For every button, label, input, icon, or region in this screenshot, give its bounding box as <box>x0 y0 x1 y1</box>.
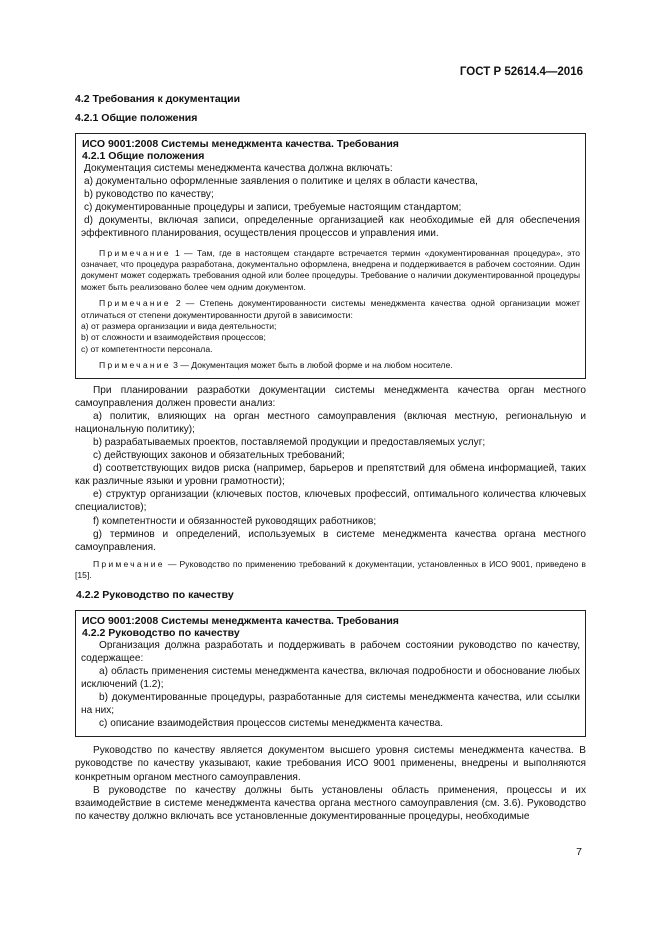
page-number: 7 <box>576 846 582 858</box>
box-subtitle: 4.2.2 Руководство по качеству <box>82 626 240 639</box>
note-2 <box>81 298 580 321</box>
box-line: a) область применения системы менеджмента качества, включая подробности и обоснование любых исключений (1.2); <box>81 665 580 690</box>
iso-quote-box-4-2-1 <box>75 133 586 379</box>
body-paragraph: В руководстве по качеству должны быть установлены область применения, процессы и их взаимодействие в системе менеджмента качества органа местного самоуправления (см. 3.6). Руководство по качеству должно включать все установленные документированные процедуры, необходимые <box>75 784 586 822</box>
box-line: b) документированные процедуры, разработанные для системы менеджмента качества, или ссылки на них; <box>81 692 580 717</box>
note-text: 2 — Степень документированности системы менеджмента качества одной организации может отличаться от степени документированности другой в зависимости: <box>81 298 580 320</box>
section-4-2-2-title: 4.2.2 Руководство по качеству <box>76 588 234 601</box>
list-item: a) политик, влияющих на орган местного самоуправления (включая местную, региональную и национальную политику); <box>75 410 586 435</box>
iso-quote-box-4-2-2 <box>75 610 586 738</box>
box-title: ИСО 9001:2008 Системы менеджмента качества. Требования <box>82 138 399 150</box>
note-label: Примечание <box>99 247 171 258</box>
note-label: Примечание <box>99 298 171 309</box>
list-item: c) действующих законов и обязательных требований; <box>93 450 345 462</box>
box-line: Документация системы менеджмента качества должна включать: <box>84 163 393 174</box>
note-text: 3 — Документация может быть в любой форме и на любом носителе. <box>170 360 453 371</box>
section-4-2-title: 4.2 Требования к документации <box>75 93 241 105</box>
box-line: b) руководство по качеству; <box>84 189 214 201</box>
document-code: ГОСТ Р 52614.4—2016 <box>459 66 583 78</box>
box-line: a) документально оформленные заявления о политике и целях в области качества, <box>84 176 478 188</box>
list-item: e) структур организации (ключевых постов, ключевых профессий, оптимального количества ключевых специалистов); <box>75 489 586 514</box>
box-title: ИСО 9001:2008 Системы менеджмента качества. Требования <box>82 614 399 627</box>
note-2-item: b) от сложности и взаимодействия процессов; <box>81 332 266 343</box>
body-note <box>75 559 586 582</box>
note-label: Примечание <box>99 360 171 371</box>
section-4-2-1-title: 4.2.1 Общие положения <box>75 112 198 124</box>
box-line: d) документы, включая записи, определенные организацией как необходимые ей для обеспечения эффективного планирования, осуществления процессов и управления ими. <box>81 215 580 240</box>
body-paragraph: Руководство по качеству является документом высшего уровня системы менеджмента качества. В руководстве по качеству указывают, какие требования ИСО 9001 применены, внедрены и выполняются конкретным органом местного самоуправления. <box>75 745 586 783</box>
body-intro: При планировании разработки документации системы менеджмента качества орган местного самоуправления должен провести анализ: <box>75 384 586 409</box>
box-subtitle: 4.2.1 Общие положения <box>82 150 205 162</box>
box-line: Организация должна разработать и поддерживать в рабочем состоянии руководство по качеству, содержащее: <box>81 639 580 664</box>
list-item: f) компетентности и обязанностей руководящих работников; <box>93 515 377 527</box>
box-line: c) документированные процедуры и записи, требуемые настоящим стандартом; <box>84 202 462 214</box>
note-1 <box>81 248 580 294</box>
note-2-item: c) от компетентности персонала. <box>81 343 213 354</box>
note-text: 1 — Там, где в настоящем стандарте встречается термин «документированная процедура», это означает, что процедура разработана, документально оформлена, внедрена и поддерживается в рабочем состоянии. Один документ может содержать требования одной или более процедуры. Требование о наличии документированной процедуры может быть реализовано более чем одним документом. <box>81 247 580 292</box>
list-item: g) терминов и определений, используемых в системе менеджмента качества органа местного самоуправления. <box>75 528 586 553</box>
main-content <box>75 93 586 823</box>
list-item: d) соответствующих видов риска (например, барьеров и препятствий для обмена информацией, таких как различные языки и уровни грамотности); <box>75 463 586 488</box>
note-2-item: a) от размера организации и вида деятельности; <box>81 321 277 331</box>
note-3 <box>81 360 580 371</box>
box-line: c) описание взаимодействия процессов системы менеджмента качества. <box>99 718 444 730</box>
note-label: Примечание <box>93 558 165 569</box>
note-text: — Руководство по применению требований к документации, установленных в ИСО 9001, приведено в [15]. <box>75 558 586 581</box>
list-item: b) разрабатываемых проектов, поставляемой продукции и предоставляемых услуг; <box>93 437 486 448</box>
